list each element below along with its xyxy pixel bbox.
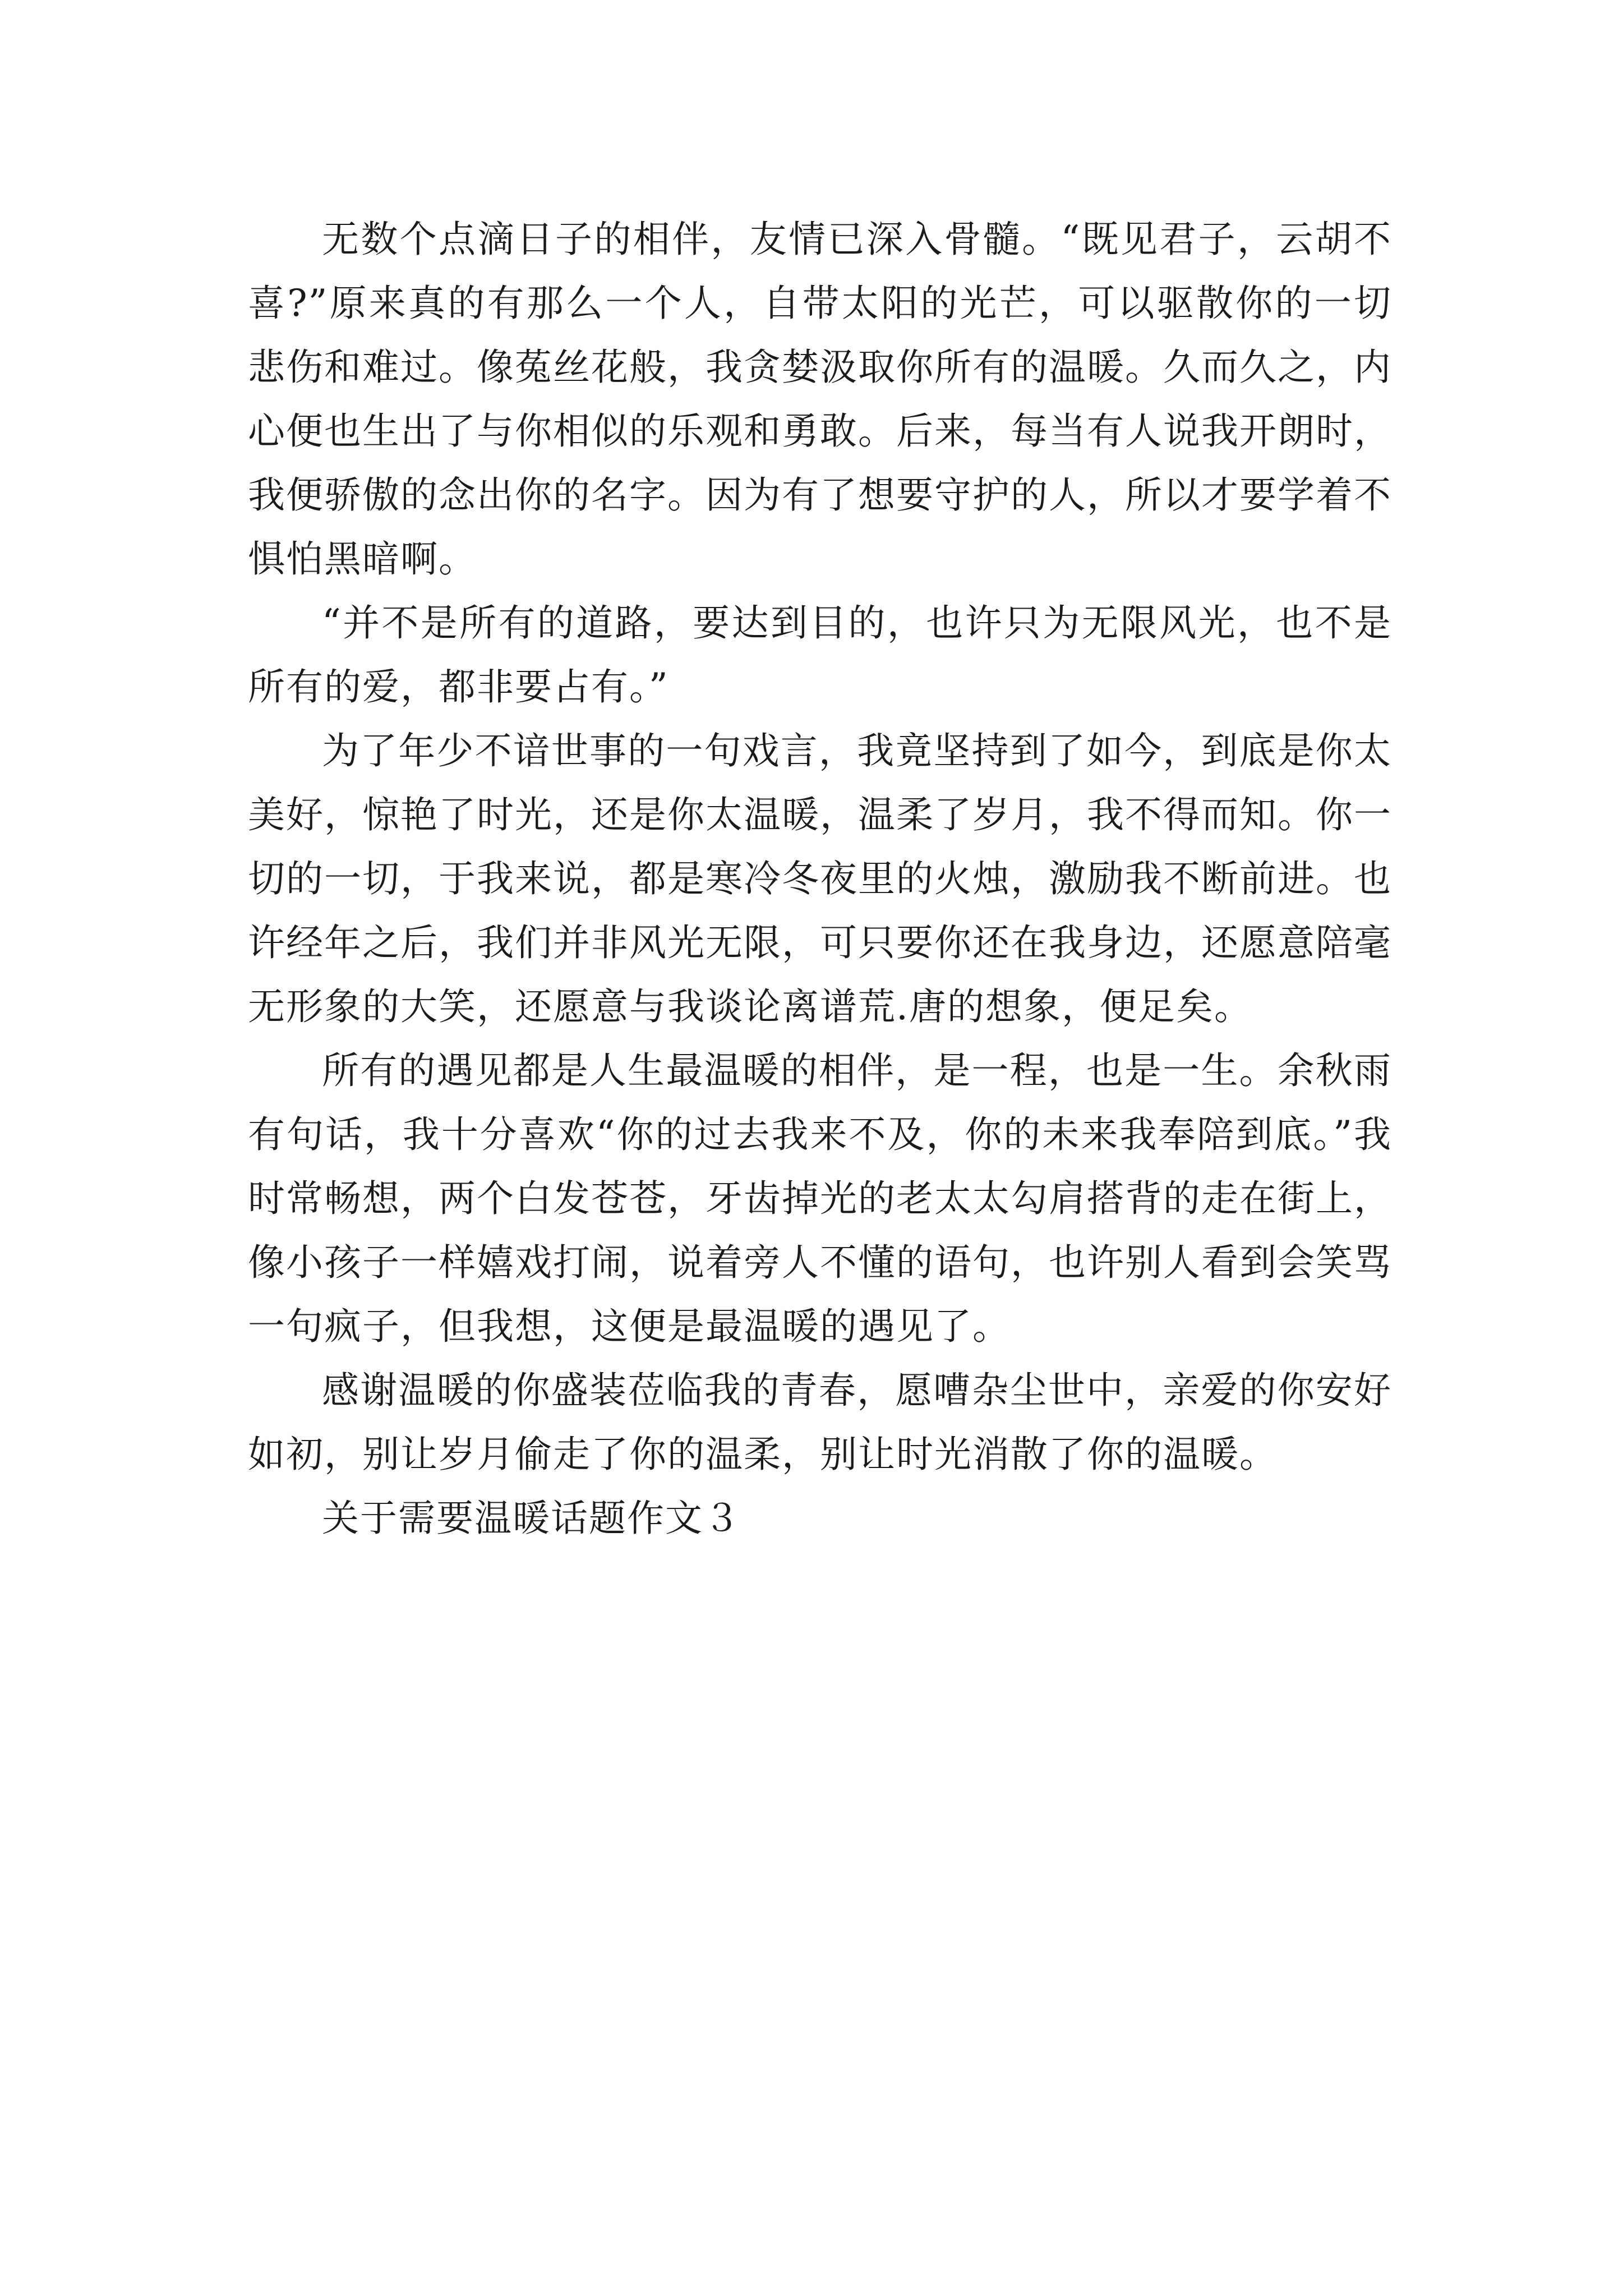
paragraph-2: “并不是所有的道路，要达到目的，也许只为无限风光，也不是所有的爱，都非要占有。”: [248, 601, 1392, 708]
section-heading: 关于需要温暖话题作文３: [322, 1497, 741, 1540]
paragraph-3: 为了年少不谙世事的一句戏言，我竟坚持到了如今，到底是你太美好，惊艳了时光，还是你太温暖，温柔了岁月，我不得而知。你一切的一切，于我来说，都是寒冷冬夜里的火烛，激励我不断前进。也许经年之后，我们并非风光无限，可只要你还在我身边，还愿意陪毫无形象的大笑，还愿意与我谈论离谱荒.唐的想象，便足矣。: [248, 729, 1392, 1028]
document-body: [248, 208, 1392, 1550]
paragraph-5: 感谢温暖的你盛装莅临我的青春，愿嘈杂尘世中，亲爱的你安好如初，别让岁月偷走了你的温柔，别让时光消散了你的温暖。: [248, 1369, 1392, 1476]
paragraph-4: 所有的遇见都是人生最温暖的相伴，是一程，也是一生。余秋雨有句话，我十分喜欢“你的过去我来不及，你的未来我奉陪到底。”我时常畅想，两个白发苍苍，牙齿掉光的老太太勾肩搭背的走在街上，像小孩子一样嬉戏打闹，说着旁人不懂的语句，也许别人看到会笑骂一句疯子，但我想，这便是最温暖的遇见了。: [248, 1049, 1392, 1348]
paragraph-1: 无数个点滴日子的相伴，友情已深入骨髓。“既见君子，云胡不喜?”原来真的有那么一个人，自带太阳的光芒，可以驱散你的一切悲伤和难过。像菟丝花般，我贪婪汲取你所有的温暖。久而久之，内心便也生出了与你相似的乐观和勇敢。后来，每当有人说我开朗时，我便骄傲的念出你的名字。因为有了想要守护的人，所以才要学着不惧怕黑暗啊。: [248, 218, 1392, 581]
